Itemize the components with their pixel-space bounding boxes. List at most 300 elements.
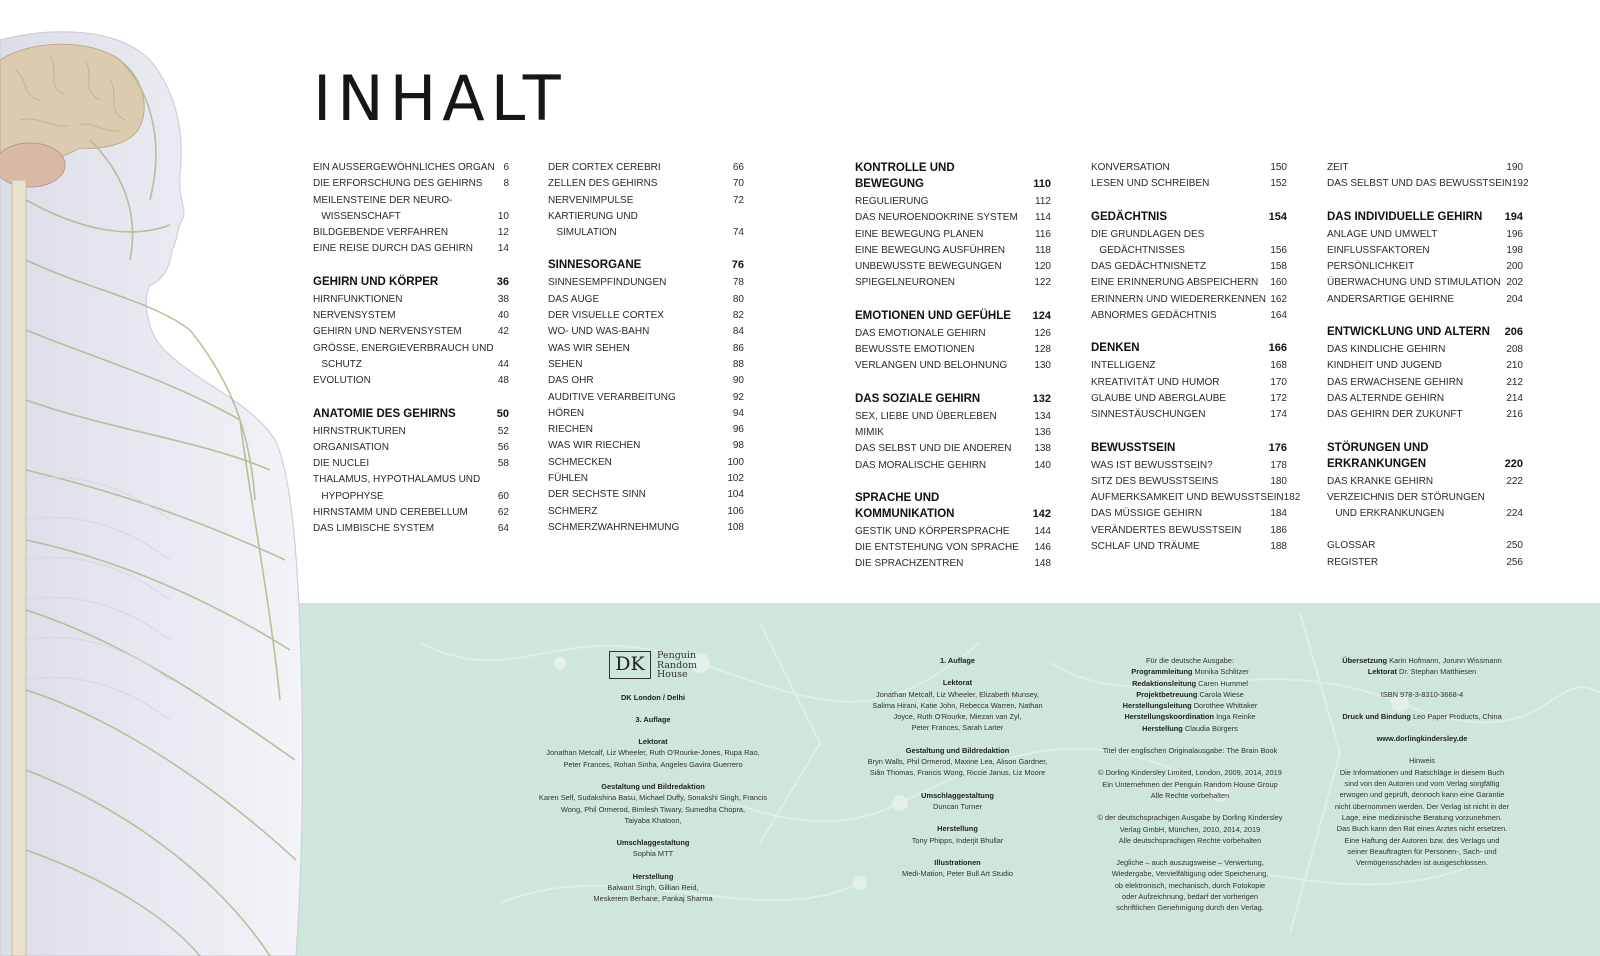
toc-entry-page: 190 <box>1506 162 1523 173</box>
toc-entry <box>548 422 744 438</box>
toc-heading-page: 50 <box>496 407 509 420</box>
toc-entry <box>1327 243 1523 259</box>
credits-name: Dorothee Whittaker <box>1193 701 1258 711</box>
toc-entry-page: 210 <box>1506 360 1523 372</box>
toc-entry-page: 80 <box>732 293 744 305</box>
toc-entry-label: KREATIVITÄT UND HUMOR <box>1091 376 1220 388</box>
credits-role-line <box>1080 666 1300 677</box>
credits-line: Jonathan Metcalf, Liz Wheeler, Elizabeth Munsey, <box>876 689 1039 699</box>
toc-entry <box>548 341 744 357</box>
credits-role: Projektbetreuung <box>1136 689 1198 699</box>
credits-spacer <box>518 826 788 837</box>
toc-entry-label: VERZEICHNIS DER STÖRUNGEN <box>1327 491 1485 503</box>
credits-role: Herstellungskoordination <box>1124 712 1214 722</box>
toc-entry-page: 10 <box>497 210 509 222</box>
credits-role: Druck und Bindung <box>1342 711 1411 721</box>
toc-entry <box>313 160 509 176</box>
toc-entry-page: 14 <box>497 243 509 255</box>
toc-entry <box>855 243 1051 259</box>
credits-line: Sophia MTT <box>632 849 674 859</box>
credits-line: Peter Frances, Rohan Sinha, Angeles Gavira Guerrero <box>563 759 743 769</box>
credits-line: Tony Phipps, Inderjit Bhullar <box>911 835 1004 845</box>
toc-entry-label: ZEIT <box>1327 162 1349 173</box>
credits-heading: Umschlaggestaltung <box>616 838 690 848</box>
toc-entry <box>1091 292 1287 308</box>
toc-entry-label: KONVERSATION <box>1091 162 1170 173</box>
toc-entry-page: 114 <box>1035 212 1051 224</box>
toc-entry-label: WAS WIR SEHEN <box>548 342 630 354</box>
toc-entry-label: UND ERKRANKUNGEN <box>1327 508 1445 520</box>
toc-entry <box>548 225 744 241</box>
credits-role: Herstellungsleitung <box>1122 701 1192 711</box>
toc-entry-label: LESEN UND SCHREIBEN <box>1091 178 1210 190</box>
credits-heading: Gestaltung und Bildredaktion <box>905 745 1010 755</box>
credits-line: Jonathan Metcalf, Liz Wheeler, Ruth O'Rourke-Jones, Rupa Rao, <box>546 748 760 758</box>
toc-entry-page: 6 <box>503 162 509 173</box>
credits-heading: Herstellung <box>632 871 674 881</box>
credits-line: Taiyaba Khatoon, <box>624 815 682 825</box>
toc-entry-label: DAS GEHIRN DER ZUKUNFT <box>1327 409 1463 421</box>
credits-role: Übersetzung <box>1342 656 1388 665</box>
toc-column-3 <box>855 160 1051 589</box>
toc-entry <box>548 209 744 225</box>
toc-entry <box>855 425 1051 441</box>
toc-entry-label: ABNORMES GEDÄCHTNIS <box>1091 310 1217 322</box>
toc-entry-label: DIE ENTSTEHUNG VON SPRACHE <box>855 542 1019 554</box>
toc-section-heading <box>855 160 1051 192</box>
toc-heading-page: 194 <box>1504 210 1523 223</box>
toc-entry <box>1327 227 1523 243</box>
credits-spacer <box>1312 700 1532 711</box>
toc-entry-label: EINE BEWEGUNG AUSFÜHREN <box>855 244 1006 256</box>
credits-line: seiner Beauftragten für Personen-, Sach- und <box>1347 846 1497 856</box>
toc-column-2 <box>548 160 744 552</box>
toc-entry <box>313 489 509 505</box>
toc-entry <box>1091 474 1287 490</box>
toc-heading-label: ENTWICKLUNG UND ALTERN <box>1327 326 1490 339</box>
toc-entry <box>855 524 1051 540</box>
credits-line: nicht übernommen werden. Der Verlag ist nicht in der <box>1334 801 1510 811</box>
credits-heading: 1. Auflage <box>939 656 976 665</box>
toc-entry <box>1327 259 1523 275</box>
credits-line: Wiedergabe, Vervielfältigung oder Speicherung, <box>1111 869 1269 879</box>
toc-entry <box>1091 375 1287 391</box>
credits-line: Peter Frances, Sarah Larter <box>911 723 1004 733</box>
toc-section-heading <box>1327 209 1523 225</box>
toc-entry-page: 66 <box>732 162 744 173</box>
toc-entry-label: UNBEWUSSTE BEWEGUNGEN <box>855 261 1002 273</box>
credits-role-line <box>1312 711 1532 722</box>
toc-entry <box>548 471 744 487</box>
toc-entry-page: 174 <box>1270 409 1287 421</box>
credits-line: Duncan Turner <box>933 801 982 811</box>
toc-entry-label: DAS KINDLICHE GEHIRN <box>1327 344 1446 356</box>
toc-heading-label: DAS INDIVIDUELLE GEHIRN <box>1327 210 1483 223</box>
toc-entry-page: 138 <box>1034 443 1051 455</box>
toc-section <box>1327 538 1523 571</box>
toc-entry-label: DAS ERWACHSENE GEHIRN <box>1327 376 1464 388</box>
toc-entry-label: SCHMERZ <box>548 505 598 517</box>
credits-spacer <box>1080 846 1300 857</box>
toc-section <box>1327 160 1529 193</box>
toc-entry-label: DAS EMOTIONALE GEHIRN <box>855 327 986 339</box>
credits-role-line <box>1080 689 1300 700</box>
toc-entry <box>1091 539 1287 555</box>
toc-section <box>1327 209 1523 308</box>
toc-entry-label: DER SECHSTE SINN <box>548 489 646 501</box>
toc-entry <box>548 373 744 389</box>
toc-entry-page: 52 <box>497 425 509 437</box>
toc-entry-page: 136 <box>1034 426 1051 438</box>
toc-heading-label: DENKEN <box>1091 342 1140 355</box>
credits-name: Dr. Stephan Matthiesen <box>1398 667 1477 677</box>
toc-entry-label: DAS ALTERNDE GEHIRN <box>1327 392 1445 404</box>
nervous-system-illustration <box>0 0 320 956</box>
toc-entry-label: DAS KRANKE GEHIRN <box>1327 475 1434 487</box>
credits-spacer <box>1080 734 1300 745</box>
toc-entry-label: PERSÖNLICHKEIT <box>1327 261 1415 273</box>
toc-heading-page: 110 <box>1033 178 1051 190</box>
toc-heading-label: EMOTIONEN UND GEFÜHLE <box>855 309 1011 322</box>
toc-entry <box>855 441 1051 457</box>
toc-entry-label: KINDHEIT UND JUGEND <box>1327 360 1442 372</box>
toc-entry-page: 148 <box>1034 558 1051 570</box>
toc-entry <box>313 505 509 521</box>
credits-heading: www.dorlingkindersley.de <box>1376 734 1468 744</box>
toc-entry-label: DAS OHR <box>548 375 594 387</box>
toc-entry-label: NERVENSYSTEM <box>313 310 396 322</box>
toc-entry <box>1327 358 1523 374</box>
toc-entry-page: 100 <box>727 456 744 468</box>
toc-entry-label: DIE NUCLEI <box>313 458 370 470</box>
toc-entry <box>313 225 509 241</box>
credits-column-2 <box>845 655 1070 879</box>
toc-entry-page: 102 <box>727 473 744 485</box>
toc-entry <box>855 194 1051 210</box>
credits-heading: Lektorat <box>942 678 973 688</box>
toc-heading-label: GEHIRN UND KÖRPER <box>313 275 439 288</box>
credits-name: Karin Hofmann, Jorunn Wissmann <box>1389 656 1502 665</box>
toc-entry-page: 150 <box>1270 162 1287 173</box>
toc-entry-page: 62 <box>497 507 509 519</box>
toc-entry-page: 40 <box>497 310 509 322</box>
toc-entry-page: 204 <box>1506 293 1523 305</box>
credits-line: Bryn Walls, Phil Ormerod, Maxine Lea, Alison Gardner, <box>867 757 1048 767</box>
toc-entry-page: 98 <box>732 440 744 452</box>
credits-line: Die Informationen und Ratschläge in diesem Buch <box>1339 767 1505 777</box>
credits-line: © der deutschsprachigen Ausgabe by Dorling Kindersley <box>1097 813 1283 823</box>
toc-entry-page: 74 <box>732 227 744 239</box>
credits-spacer <box>845 734 1070 745</box>
credits-line: ob elektronisch, mechanisch, durch Fotokopie <box>1114 880 1266 890</box>
credits-role: Herstellung <box>1142 723 1183 733</box>
credits-line: Karen Self, Sudakshina Basu, Michael Duffy, Sonakshi Singh, Francis <box>538 793 768 803</box>
credits-line: erwogen und geprüft, dennoch kann eine Garantie <box>1339 790 1505 800</box>
credits-heading: Lektorat <box>638 737 668 747</box>
credits-line: Vermögensschäden ist ausgeschlossen. <box>1356 858 1488 868</box>
toc-entry-page: 84 <box>732 326 744 338</box>
credits-spacer <box>518 770 788 781</box>
toc-entry-label: ORGANISATION <box>313 441 389 453</box>
toc-entry-label: SINNESTÄUSCHUNGEN <box>1091 409 1206 421</box>
toc-entry-page: 86 <box>732 342 744 354</box>
toc-entry-label: ERINNERN UND WIEDERERKENNEN <box>1091 293 1267 305</box>
toc-entry <box>1327 538 1523 554</box>
credits-name: Inga Reinke <box>1216 712 1256 722</box>
toc-entry-page: 202 <box>1506 277 1523 289</box>
toc-entry-label: DER VISUELLE CORTEX <box>548 310 664 322</box>
credits-line: Titel der englischen Originalausgabe: The Brain Book <box>1102 746 1278 756</box>
toc-entry <box>313 209 509 225</box>
toc-entry-page: 96 <box>732 424 744 436</box>
toc-entry <box>1091 490 1301 506</box>
toc-heading-page: 76 <box>731 259 744 272</box>
toc-entry-page: 146 <box>1034 542 1051 554</box>
credits-role: Redaktionsleitung <box>1132 678 1197 688</box>
credits-column-1 <box>518 651 788 905</box>
toc-entry <box>1327 490 1523 506</box>
toc-entry-page: 122 <box>1034 277 1051 289</box>
toc-section-heading <box>1091 440 1287 456</box>
toc-entry <box>548 487 744 503</box>
cerebellum-shape <box>0 143 65 187</box>
credits-heading: DK London / Delhi <box>620 692 686 702</box>
toc-entry-label: GLAUBE UND ABERGLAUBE <box>1091 392 1227 404</box>
toc-entry-label: AUDITIVE VERARBEITUNG <box>548 391 676 403</box>
toc-entry-page: 164 <box>1270 310 1287 322</box>
toc-entry-page: 214 <box>1506 392 1523 404</box>
toc-entry-page: 140 <box>1034 459 1051 471</box>
toc-entry <box>1091 407 1287 423</box>
toc-entry-label: NERVENIMPULSE <box>548 194 634 206</box>
toc-entry-page: 192 <box>1511 178 1529 190</box>
credits-line: Für die deutsche Ausgabe: <box>1146 656 1234 665</box>
toc-heading-label: BEWUSSTSEIN <box>1091 441 1176 454</box>
toc-entry-page: 180 <box>1270 475 1287 487</box>
toc-entry-page: 8 <box>503 178 509 190</box>
toc-entry <box>313 521 509 537</box>
credits-line: schriftlichen Genehmigung durch den Verlag. <box>1116 903 1264 913</box>
credits-line: Hinweis <box>1409 756 1435 766</box>
toc-entry-label: EINE ERINNERUNG ABSPEICHERN <box>1091 277 1259 289</box>
toc-heading-page: 176 <box>1268 441 1287 454</box>
toc-section <box>313 406 509 538</box>
toc-section-heading <box>855 391 1051 407</box>
toc-entry <box>1091 506 1287 522</box>
toc-entry <box>1091 358 1287 374</box>
toc-section <box>1091 209 1287 325</box>
toc-entry <box>548 406 744 422</box>
toc-entry-page: 104 <box>727 489 744 501</box>
toc-entry-label: WISSENSCHAFT <box>313 210 401 222</box>
toc-section <box>1327 324 1523 423</box>
toc-heading-page: 36 <box>496 275 509 288</box>
toc-entry-page: 170 <box>1270 376 1287 388</box>
toc-entry <box>855 540 1051 556</box>
toc-entry-page: 212 <box>1506 376 1523 388</box>
toc-entry-page: 48 <box>497 375 509 387</box>
toc-entry-page: 222 <box>1506 475 1523 487</box>
toc-entry <box>1327 391 1523 407</box>
page-title: INHALT <box>313 62 567 135</box>
credits-spacer <box>845 666 1070 677</box>
toc-entry <box>1327 555 1523 571</box>
toc-entry-label: BEWUSSTE EMOTIONEN <box>855 344 975 356</box>
credits-role-line <box>1080 678 1300 689</box>
toc-entry-label: HIRNSTAMM UND CEREBELLUM <box>313 507 468 519</box>
toc-entry-page: 70 <box>732 178 744 190</box>
toc-section-heading <box>1327 440 1523 472</box>
toc-entry <box>855 409 1051 425</box>
credits-role-line <box>1080 700 1300 711</box>
toc-entry-label: WAS WIR RIECHEN <box>548 440 641 452</box>
toc-entry <box>855 358 1051 374</box>
credits-role: Lektorat <box>1367 667 1397 677</box>
toc-entry-label: INTELLIGENZ <box>1091 360 1156 372</box>
toc-entry-label: DAS MÜSSIGE GEHIRN <box>1091 508 1203 520</box>
credits-line: Balwant Singh, Gillian Reid, <box>607 883 699 893</box>
toc-entry-page: 158 <box>1270 261 1287 273</box>
toc-entry <box>1327 474 1523 490</box>
toc-entry <box>1091 259 1287 275</box>
toc-entry <box>1327 375 1523 391</box>
toc-entry-label: GEHIRN UND NERVENSYSTEM <box>313 326 462 338</box>
toc-entry <box>1327 176 1529 192</box>
toc-entry-page: 168 <box>1270 360 1287 372</box>
toc-section <box>855 391 1051 474</box>
toc-entry-page: 188 <box>1270 541 1287 553</box>
toc-entry-page: 256 <box>1506 556 1523 568</box>
credits-line: Joyce, Ruth O'Rourke, Miezan van Zyl, <box>893 712 1022 722</box>
toc-entry <box>548 520 744 536</box>
toc-entry <box>548 324 744 340</box>
toc-entry-label: FÜHLEN <box>548 473 589 485</box>
toc-entry-label: AUFMERKSAMKEIT UND BEWUSSTSEIN <box>1091 492 1284 504</box>
credits-spacer <box>1080 756 1300 767</box>
toc-entry <box>1327 407 1523 423</box>
toc-entry-page: 224 <box>1506 508 1523 520</box>
toc-entry-page: 144 <box>1034 525 1051 537</box>
toc-entry-page: 182 <box>1283 492 1301 504</box>
toc-section-heading <box>1327 324 1523 340</box>
toc-heading-label: SINNESORGANE <box>548 259 642 272</box>
toc-entry-label: VERÄNDERTES BEWUSSTSEIN <box>1091 524 1242 536</box>
toc-entry-label: DAS GEDÄCHTNISNETZ <box>1091 261 1207 273</box>
credits-line: Eine Haftung der Autoren bzw. des Verlags und <box>1344 835 1500 845</box>
toc-entry-label: GEDÄCHTNISSES <box>1091 244 1185 256</box>
toc-column-1 <box>313 160 509 554</box>
toc-section <box>855 160 1051 292</box>
toc-entry-label: EIN AUSSERGEWÖHNLICHES ORGAN <box>313 162 495 173</box>
credits-name: Caren Hummel <box>1198 678 1248 688</box>
toc-entry-page: 160 <box>1270 277 1287 289</box>
publisher-logo <box>518 651 788 680</box>
toc-entry <box>855 259 1051 275</box>
toc-entry-label: SCHUTZ <box>313 358 362 370</box>
toc-entry <box>855 227 1051 243</box>
credits-spacer <box>845 846 1070 857</box>
toc-heading-label: STÖRUNGEN UND ERKRANKUNGEN <box>1327 441 1429 470</box>
toc-entry-label: ÜBERWACHUNG UND STIMULATION <box>1327 277 1501 289</box>
toc-entry <box>855 210 1051 226</box>
toc-section <box>548 257 744 536</box>
toc-entry-page: 92 <box>732 391 744 403</box>
credits-line: sind von den Autoren und vom Verlag sorgfältig <box>1344 779 1500 789</box>
toc-section <box>548 160 744 241</box>
credits-spacer <box>1312 722 1532 733</box>
toc-section <box>313 160 509 258</box>
toc-heading-page: 206 <box>1504 326 1523 339</box>
toc-heading-label: SPRACHE UND KOMMUNIKATION <box>855 491 955 520</box>
toc-entry <box>313 456 509 472</box>
toc-entry-page: 216 <box>1506 409 1523 421</box>
toc-entry-label: SCHMECKEN <box>548 456 612 468</box>
toc-entry-label: EINE REISE DURCH DAS GEHIRN <box>313 243 474 255</box>
credits-spacer <box>518 860 788 871</box>
toc-entry-label: BILDGEBENDE VERFAHREN <box>313 227 449 239</box>
credits-heading: Illustrationen <box>934 857 981 867</box>
toc-section <box>1091 440 1301 556</box>
toc-entry-label: DAS SELBST UND DAS BEWUSSTSEIN <box>1327 178 1512 190</box>
toc-entry-page: 60 <box>497 490 509 502</box>
toc-section-heading <box>1091 209 1287 225</box>
toc-entry-page: 78 <box>732 277 744 289</box>
toc-entry-page: 120 <box>1034 261 1051 273</box>
toc-entry <box>313 324 509 340</box>
toc-entry-page: 106 <box>727 505 744 517</box>
toc-entry <box>855 326 1051 342</box>
toc-entry <box>1091 308 1287 324</box>
toc-entry-page: 58 <box>497 458 509 470</box>
toc-heading-label: KONTROLLE UND BEWEGUNG <box>855 162 955 190</box>
toc-entry <box>313 341 509 357</box>
toc-entry-page: 178 <box>1270 459 1287 471</box>
spine-shape <box>12 180 26 956</box>
toc-entry-label: RIECHEN <box>548 424 594 436</box>
credits-line: Ein Unternehmen der Penguin Random House Group <box>1102 779 1278 789</box>
toc-entry-label: REGISTER <box>1327 556 1379 568</box>
toc-entry-label: SITZ DES BEWUSSTSEINS <box>1091 475 1219 487</box>
credits-role-line <box>1312 655 1532 666</box>
toc-section-heading <box>855 308 1051 324</box>
credits-name: Carola Wiese <box>1199 689 1244 699</box>
toc-entry-label: HÖREN <box>548 407 585 419</box>
credits-line: Lage, eine medizinische Beratung vorzunehmen. <box>1341 812 1503 822</box>
credits-line: Wong, Phil Ormerod, Bimlesh Tiwary, Sumedha Chopra, <box>560 804 746 814</box>
toc-entry <box>1091 160 1287 176</box>
toc-column-4 <box>1091 160 1301 571</box>
toc-entry-page: 42 <box>497 326 509 338</box>
toc-entry <box>1327 342 1523 358</box>
credits-name: Claudia Bürgers <box>1184 723 1238 733</box>
toc-section-heading <box>1091 340 1287 356</box>
toc-entry-label: THALAMUS, HYPOTHALAMUS UND <box>313 474 481 486</box>
credits-spacer <box>518 725 788 736</box>
toc-entry-page: 64 <box>497 523 509 535</box>
toc-entry <box>1327 292 1523 308</box>
toc-entry <box>548 438 744 454</box>
toc-entry-label: SEX, LIEBE UND ÜBERLEBEN <box>855 410 997 422</box>
toc-entry <box>855 556 1051 572</box>
toc-entry <box>548 504 744 520</box>
credits-line: ISBN 978-3-8310-3668-4 <box>1380 689 1464 699</box>
toc-entry <box>548 176 744 192</box>
toc-entry <box>855 342 1051 358</box>
toc-entry-page: 72 <box>732 194 744 206</box>
credits-spacer <box>845 779 1070 790</box>
credits-role-line <box>1080 723 1300 734</box>
credits-line: Medi-Mation, Peter Bull Art Studio <box>902 869 1013 879</box>
